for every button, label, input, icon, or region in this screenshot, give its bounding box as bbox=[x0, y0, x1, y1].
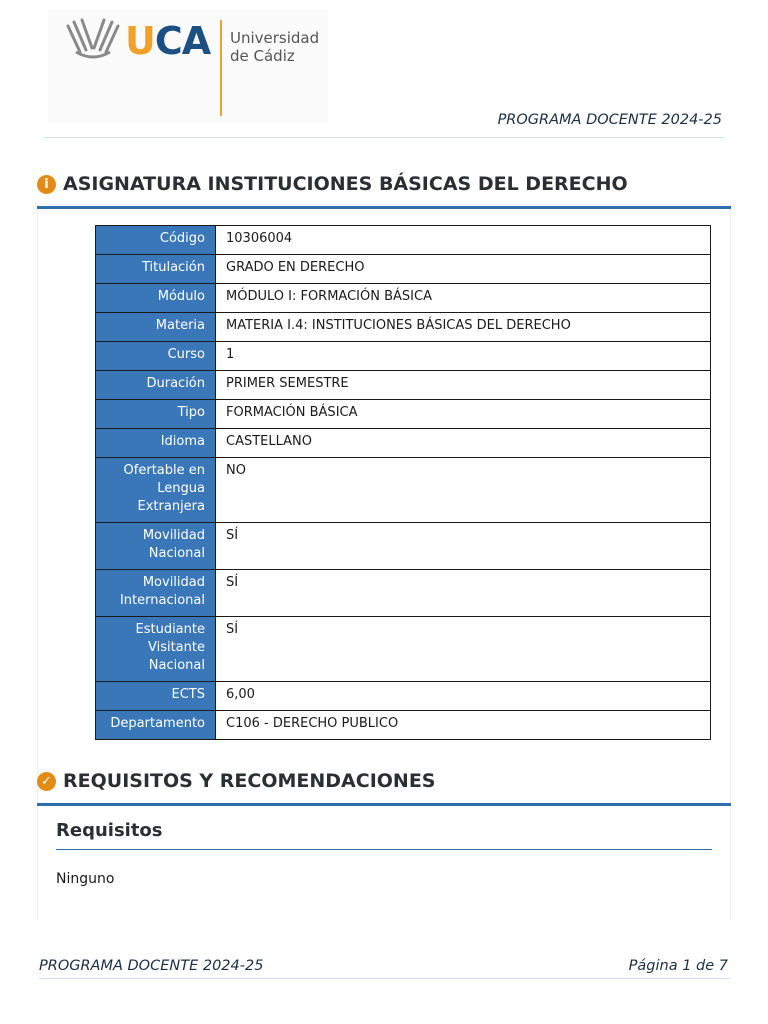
table-row bbox=[96, 458, 711, 523]
section-divider bbox=[37, 206, 731, 209]
table-row bbox=[96, 284, 711, 313]
section-asignatura bbox=[37, 170, 731, 209]
row-value: GRADO EN DERECHO bbox=[216, 255, 711, 284]
row-value: NO bbox=[216, 458, 711, 523]
row-label: Estudiante Visitante Nacional bbox=[96, 617, 216, 682]
row-label: Ofertable en Lengua Extranjera bbox=[96, 458, 216, 523]
row-label: Movilidad Internacional bbox=[96, 570, 216, 617]
row-value: C106 - DERECHO PUBLICO bbox=[216, 711, 711, 740]
row-label: Código bbox=[96, 226, 216, 255]
table-row bbox=[96, 255, 711, 284]
row-label: Departamento bbox=[96, 711, 216, 740]
table-row bbox=[96, 400, 711, 429]
logo-university-name bbox=[230, 29, 319, 65]
header-program-title: PROGRAMA DOCENTE 2024-25 bbox=[497, 112, 722, 128]
row-value: SÍ bbox=[216, 570, 711, 617]
row-label: Tipo bbox=[96, 400, 216, 429]
section-divider bbox=[37, 803, 731, 806]
row-value: MÓDULO I: FORMACIÓN BÁSICA bbox=[216, 284, 711, 313]
row-label: Curso bbox=[96, 342, 216, 371]
subsection-title: Requisitos bbox=[56, 820, 163, 841]
logo-divider bbox=[220, 20, 222, 116]
info-icon: i bbox=[37, 175, 56, 194]
row-value: 1 bbox=[216, 342, 711, 371]
row-value: 10306004 bbox=[216, 226, 711, 255]
row-label: Idioma bbox=[96, 429, 216, 458]
table-row bbox=[96, 570, 711, 617]
row-value: SÍ bbox=[216, 523, 711, 570]
table-row bbox=[96, 682, 711, 711]
content-right-border bbox=[730, 205, 731, 920]
row-label: Titulación bbox=[96, 255, 216, 284]
row-value: FORMACIÓN BÁSICA bbox=[216, 400, 711, 429]
logo-line-2: de Cádiz bbox=[230, 47, 295, 65]
table-row bbox=[96, 226, 711, 255]
row-label: Materia bbox=[96, 313, 216, 342]
subsection-requisitos bbox=[56, 820, 712, 850]
section-title: ASIGNATURA INSTITUCIONES BÁSICAS DEL DERECHO bbox=[63, 173, 628, 195]
row-value: 6,00 bbox=[216, 682, 711, 711]
row-value: SÍ bbox=[216, 617, 711, 682]
logo-line-1: Universidad bbox=[230, 29, 320, 47]
page-header bbox=[0, 0, 768, 140]
table-row bbox=[96, 617, 711, 682]
check-circle-icon: ✓ bbox=[37, 772, 56, 791]
section-title: REQUISITOS Y RECOMENDACIONES bbox=[63, 770, 436, 792]
uca-emblem-icon bbox=[64, 18, 122, 60]
table-row bbox=[96, 523, 711, 570]
footer-divider bbox=[39, 978, 730, 979]
section-requisitos bbox=[37, 767, 731, 806]
table-row bbox=[96, 313, 711, 342]
logo-brand-ca: CA bbox=[154, 19, 211, 63]
row-label: ECTS bbox=[96, 682, 216, 711]
footer-page-number: Página 1 de 7 bbox=[628, 958, 728, 974]
row-value: MATERIA I.4: INSTITUCIONES BÁSICAS DEL DERECHO bbox=[216, 313, 711, 342]
table-row bbox=[96, 429, 711, 458]
requisitos-text: Ninguno bbox=[56, 871, 115, 887]
row-value: CASTELLANO bbox=[216, 429, 711, 458]
course-info-table bbox=[95, 225, 711, 740]
logo-brand bbox=[125, 19, 211, 63]
table-row bbox=[96, 342, 711, 371]
logo-brand-u: U bbox=[125, 19, 155, 63]
footer-program-title: PROGRAMA DOCENTE 2024-25 bbox=[39, 958, 264, 974]
header-divider bbox=[44, 137, 724, 138]
table-row bbox=[96, 711, 711, 740]
row-value: PRIMER SEMESTRE bbox=[216, 371, 711, 400]
row-label: Módulo bbox=[96, 284, 216, 313]
row-label: Movilidad Nacional bbox=[96, 523, 216, 570]
row-label: Duración bbox=[96, 371, 216, 400]
table-row bbox=[96, 371, 711, 400]
content-left-border bbox=[37, 205, 38, 920]
subsection-divider bbox=[56, 849, 712, 850]
